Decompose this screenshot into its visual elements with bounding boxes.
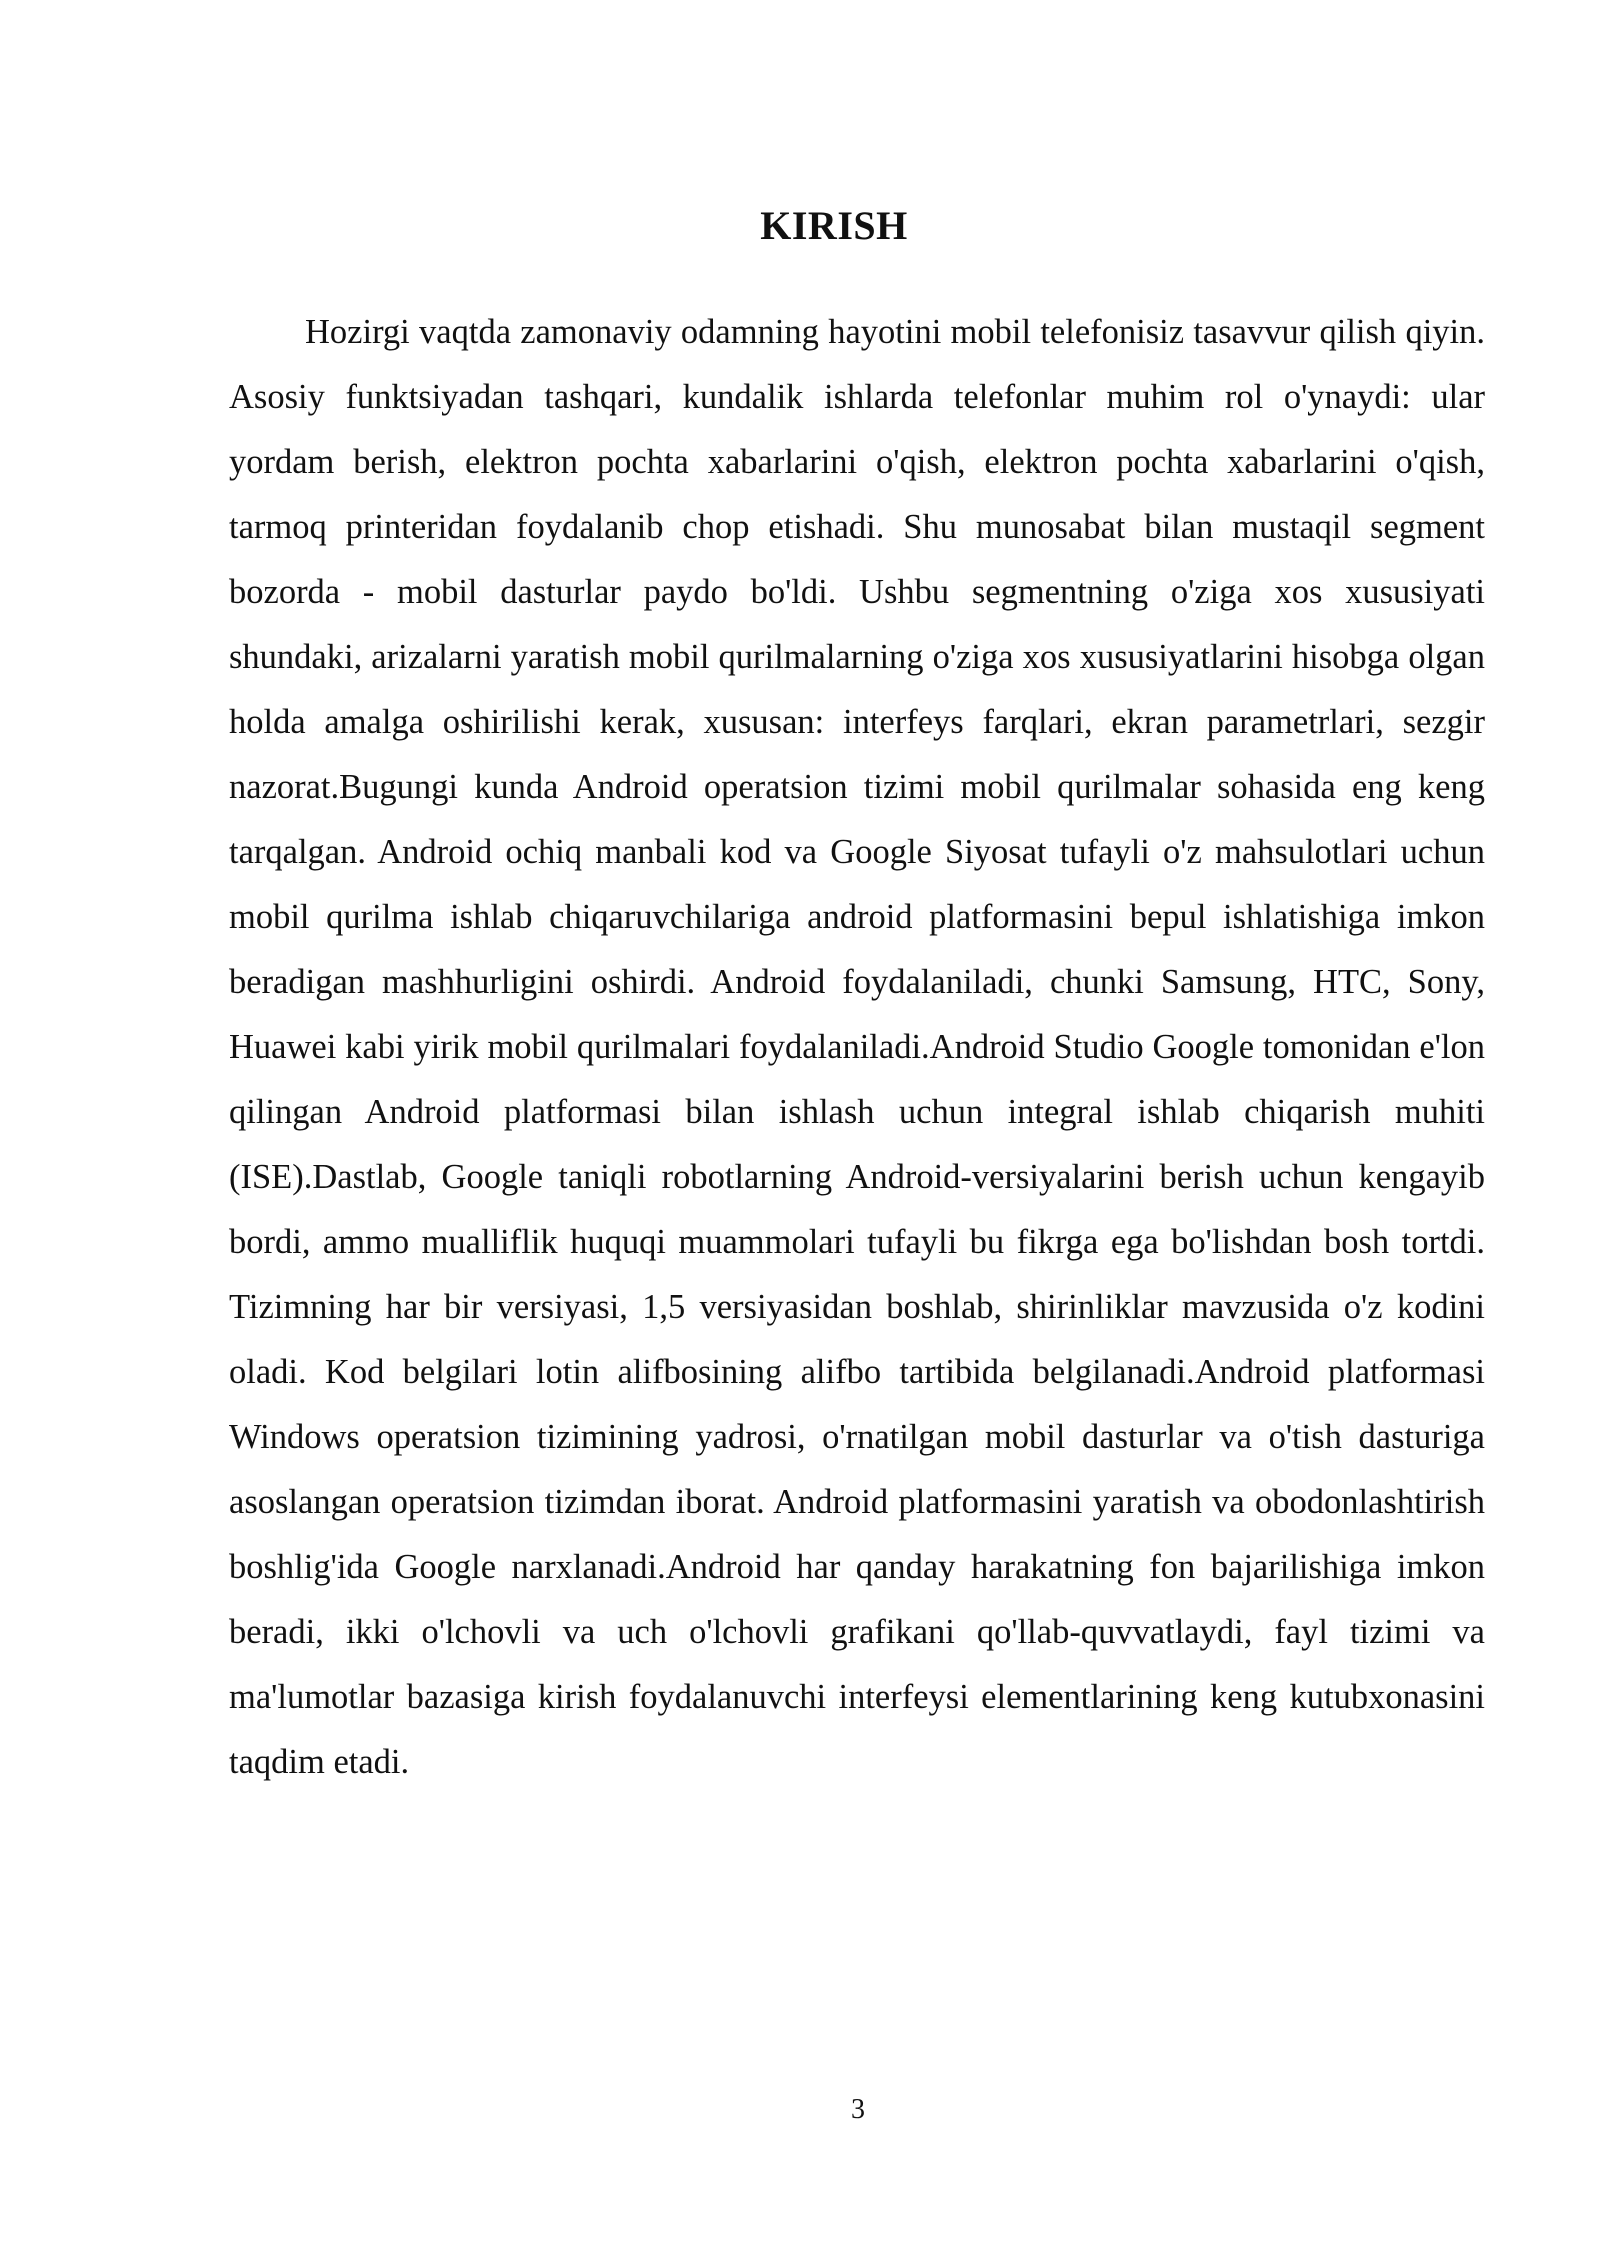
page-number: 3 (851, 2094, 865, 2125)
page-title: KIRISH (760, 203, 908, 248)
body-paragraph: Hozirgi vaqtda zamonaviy odamning hayotini mobil telefonisiz tasavvur qilish qiyin. Asosiy funktsiyadan tashqari, kundalik ishlarda telefonlar muhim rol o'ynaydi: ular yordam berish, elektron pochta xabarlarini o'qish, elektron pochta xabarlarini o'qish, tarmoq printeridan foydalanib chop etishadi. Shu munosabat bilan mustaqil segment bozorda - mobil dasturlar paydo bo'ldi. Ushbu segmentning o'ziga xos xususiyati shundaki, arizalarni yaratish mobil qurilmalarning o'ziga xos xususiyatlarini hisobga olgan holda amalga oshirilishi kerak, xususan: interfeys farqlari, ekran parametrlari, sezgir nazorat.Bugungi kunda Android operatsion tizimi mobil qurilmalar sohasida eng keng tarqalgan. Android ochiq manbali kod va Google Siyosat tufayli o'z mahsulotlari uchun mobil qurilma ishlab chiqaruvchilariga android platformasini bepul ishlatishiga imkon beradigan mashhurligini oshirdi. Android foydalaniladi, chunki Samsung, HTC, Sony, Huawei kabi yirik mobil qurilmalari foydalaniladi.Android Studio Google tomonidan e'lon qilingan Android platformasi bilan ishlash uchun integral ishlab chiqarish muhiti (ISE).Dastlab, Google taniqli robotlarning Android-versiyalarini berish uchun kengayib bordi, ammo mualliflik huquqi muammolari tufayli bu fikrga ega bo'lishdan bosh tortdi. Tizimning har bir versiyasi, 1,5 versiyasidan boshlab, shirinliklar mavzusida o'z kodini oladi. Kod belgilari lotin alifbosining alifbo tartibida belgilanadi.Android platformasi Windows operatsion tizimining yadrosi, o'rnatilgan mobil dasturlar va o'tish dasturiga asoslangan operatsion tizimdan iborat. Android platformasini yaratish va obodonlashtirish boshlig'ida Google narxlanadi.Android har qanday harakatning fon bajarilishiga imkon beradi, ikki o'lchovli va uch o'lchovli grafikani qo'llab-quvvatlaydi, fayl tizimi va ma'lumotlar bazasiga kirish foydalanuvchi interfeysi elementlarining keng kutubxonasini taqdim etadi. (229, 313, 1485, 1781)
